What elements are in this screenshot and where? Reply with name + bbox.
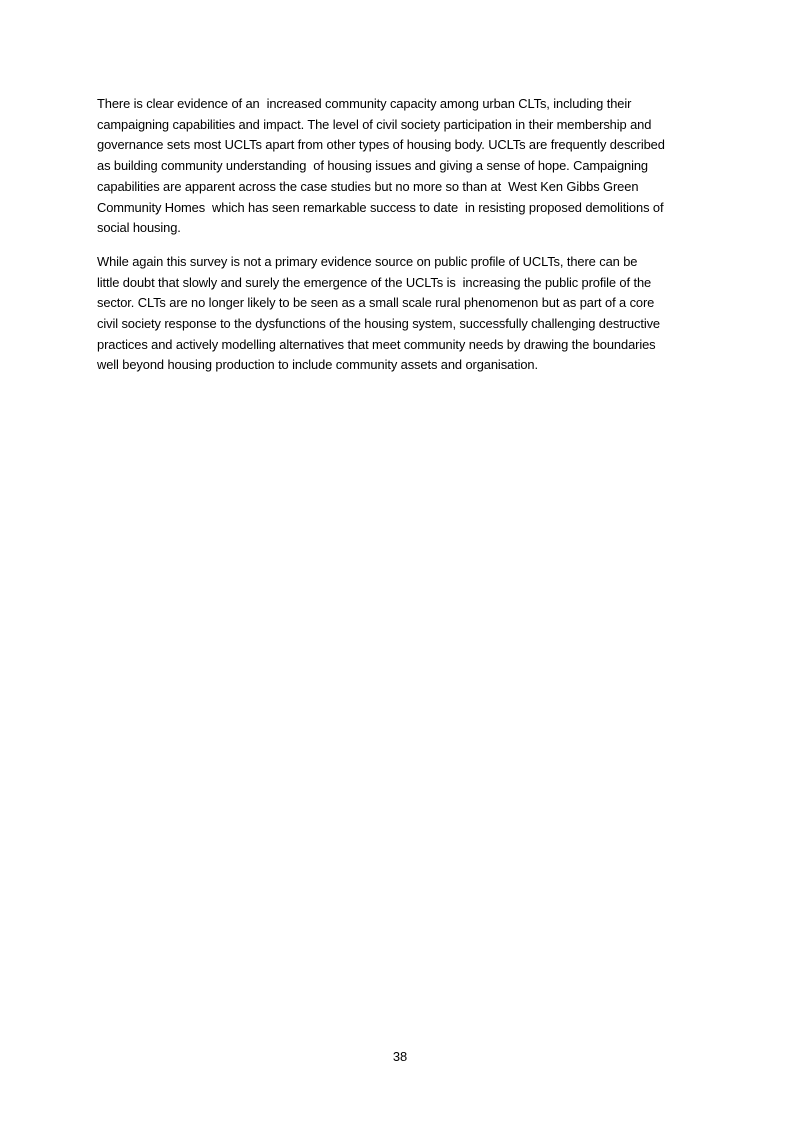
text-line: campaigning capabilities and impact. The level of civil society participation in their membership and [97,116,652,132]
paragraph-capacity [97,94,707,239]
body-text [97,94,707,389]
text-line: well beyond housing production to include community assets and organisation. [97,357,538,373]
text-line: capabilities are apparent across the case studies but no more so than at West Ken Gibbs Green [97,178,639,194]
text-line: Community Homes which has seen remarkable success to date in resisting proposed demolitions of [97,199,664,215]
text-line: There is clear evidence of an increased community capacity among urban CLTs, including their [97,96,632,111]
page-number: 38 [392,1049,408,1064]
text-line: practices and actively modelling alternatives that meet community needs by drawing the boundaries [97,336,656,352]
text-line: governance sets most UCLTs apart from other types of housing body. UCLTs are frequently described [97,137,665,153]
text-line: sector. CLTs are no longer likely to be seen as a small scale rural phenomenon but as part of a core [97,295,655,311]
text-line: While again this survey is not a primary evidence source on public profile of UCLTs, there can be [97,253,638,269]
text-line: little doubt that slowly and surely the emergence of the UCLTs is increasing the public profile of the [97,274,652,290]
text-line: civil society response to the dysfunctions of the housing system, successfully challenging destructive [97,316,661,332]
text-line: as building community understanding of housing issues and giving a sense of hope. Campaigning [97,158,648,174]
paragraph-public-profile [97,252,707,376]
text-line: social housing. [97,220,181,236]
